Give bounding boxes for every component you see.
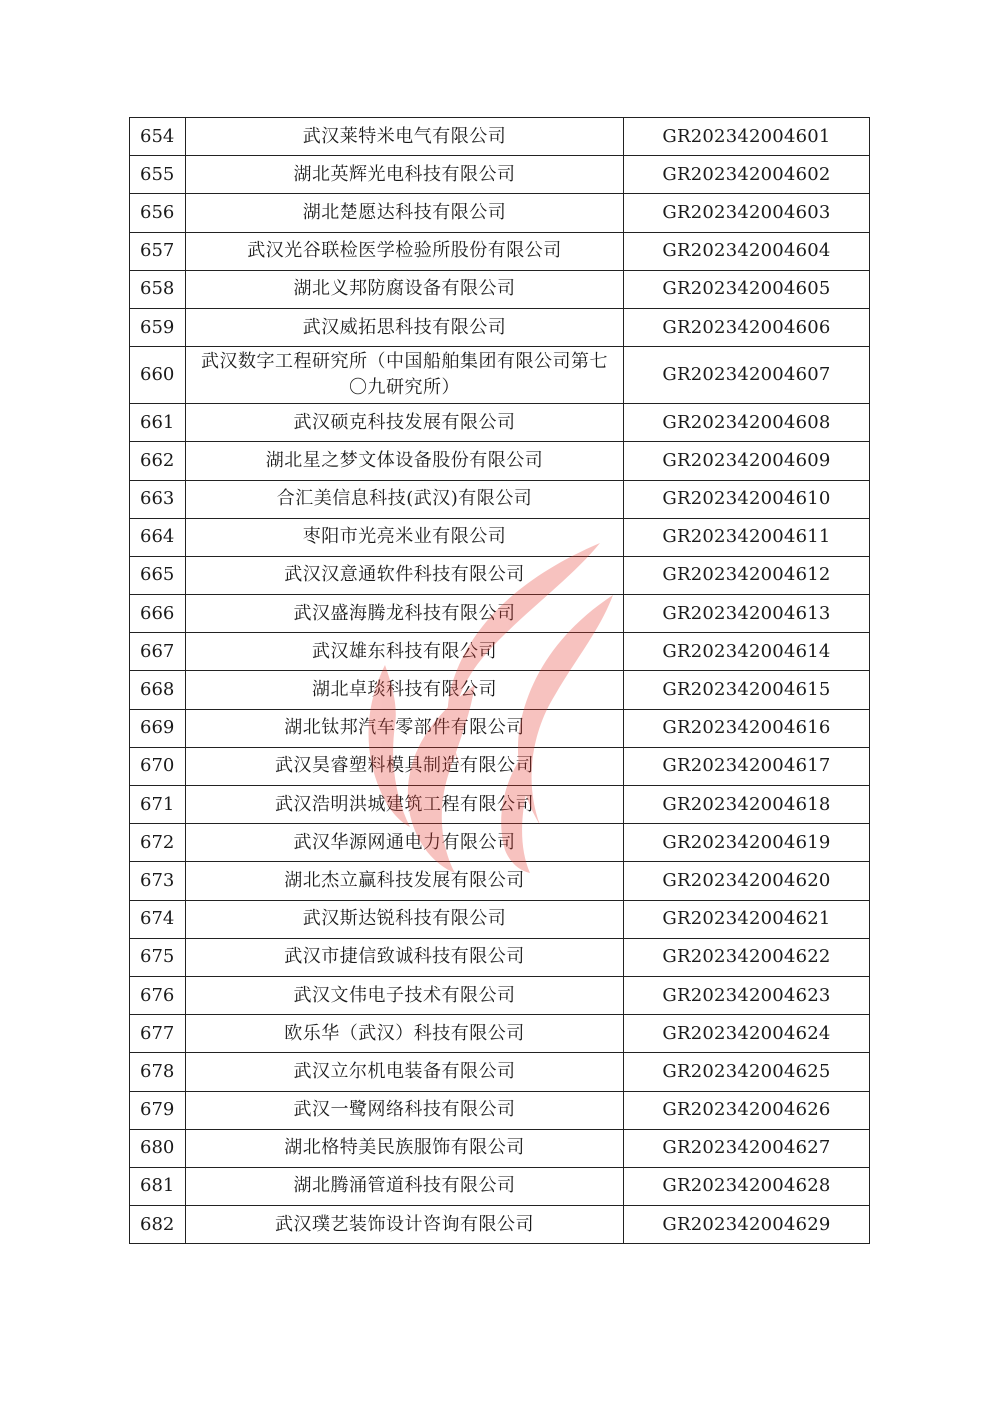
- registry-table-body: [130, 118, 870, 1244]
- certificate-number: GR202342004619: [624, 824, 870, 862]
- certificate-number: GR202342004615: [624, 671, 870, 709]
- certificate-number: GR202342004620: [624, 862, 870, 900]
- row-number: 675: [130, 938, 186, 976]
- row-number: 658: [130, 270, 186, 308]
- certificate-number: GR202342004629: [624, 1206, 870, 1244]
- certificate-number: GR202342004611: [624, 518, 870, 556]
- table-row: [130, 671, 870, 709]
- company-name: 湖北杰立赢科技发展有限公司: [186, 862, 624, 900]
- certificate-number: GR202342004606: [624, 308, 870, 346]
- table-row: [130, 900, 870, 938]
- certificate-number: GR202342004621: [624, 900, 870, 938]
- table-row: [130, 556, 870, 594]
- certificate-number: GR202342004627: [624, 1129, 870, 1167]
- certificate-number: GR202342004601: [624, 118, 870, 156]
- table-row: [130, 1053, 870, 1091]
- certificate-number: GR202342004626: [624, 1091, 870, 1129]
- table-row: [130, 938, 870, 976]
- certificate-number: GR202342004618: [624, 786, 870, 824]
- table-row: [130, 633, 870, 671]
- row-number: 666: [130, 595, 186, 633]
- table-row: [130, 709, 870, 747]
- company-name: 武汉斯达锐科技有限公司: [186, 900, 624, 938]
- row-number: 669: [130, 709, 186, 747]
- table-row: [130, 404, 870, 442]
- company-name: 武汉一鹭网络科技有限公司: [186, 1091, 624, 1129]
- row-number: 674: [130, 900, 186, 938]
- company-name: 武汉硕克科技发展有限公司: [186, 404, 624, 442]
- certificate-number: GR202342004603: [624, 194, 870, 232]
- certificate-number: GR202342004622: [624, 938, 870, 976]
- table-row: [130, 976, 870, 1014]
- company-name: 合汇美信息科技(武汉)有限公司: [186, 480, 624, 518]
- company-name: 欧乐华（武汉）科技有限公司: [186, 1015, 624, 1053]
- row-number: 664: [130, 518, 186, 556]
- row-number: 655: [130, 156, 186, 194]
- table-row: [130, 518, 870, 556]
- table-row: [130, 824, 870, 862]
- company-name: 武汉光谷联检医学检验所股份有限公司: [186, 232, 624, 270]
- company-name: 武汉雄东科技有限公司: [186, 633, 624, 671]
- company-name: 武汉立尔机电装备有限公司: [186, 1053, 624, 1091]
- table-row: [130, 1206, 870, 1244]
- row-number: 654: [130, 118, 186, 156]
- row-number: 676: [130, 976, 186, 1014]
- table-row: [130, 862, 870, 900]
- certificate-number: GR202342004628: [624, 1167, 870, 1205]
- table-row: [130, 747, 870, 785]
- certificate-number: GR202342004605: [624, 270, 870, 308]
- row-number: 671: [130, 786, 186, 824]
- table-row: [130, 1167, 870, 1205]
- company-name: 湖北钛邦汽车零部件有限公司: [186, 709, 624, 747]
- certificate-number: GR202342004609: [624, 442, 870, 480]
- row-number: 673: [130, 862, 186, 900]
- row-number: 679: [130, 1091, 186, 1129]
- table-row: [130, 595, 870, 633]
- row-number: 656: [130, 194, 186, 232]
- row-number: 680: [130, 1129, 186, 1167]
- table-row: [130, 194, 870, 232]
- certificate-number: GR202342004610: [624, 480, 870, 518]
- enterprise-registry-table: [129, 117, 870, 1244]
- row-number: 681: [130, 1167, 186, 1205]
- company-name: 武汉莱特米电气有限公司: [186, 118, 624, 156]
- certificate-number: GR202342004614: [624, 633, 870, 671]
- certificate-number: GR202342004612: [624, 556, 870, 594]
- company-name: 武汉璞艺装饰设计咨询有限公司: [186, 1206, 624, 1244]
- certificate-number: GR202342004625: [624, 1053, 870, 1091]
- certificate-number: GR202342004616: [624, 709, 870, 747]
- table-row: [130, 1015, 870, 1053]
- company-name: 武汉昊睿塑料模具制造有限公司: [186, 747, 624, 785]
- certificate-number: GR202342004602: [624, 156, 870, 194]
- table-row: [130, 308, 870, 346]
- company-name: 湖北卓琰科技有限公司: [186, 671, 624, 709]
- certificate-number: GR202342004608: [624, 404, 870, 442]
- certificate-number: GR202342004624: [624, 1015, 870, 1053]
- company-name: 湖北腾涌管道科技有限公司: [186, 1167, 624, 1205]
- company-name: 武汉汉意通软件科技有限公司: [186, 556, 624, 594]
- row-number: 665: [130, 556, 186, 594]
- table-row: [130, 232, 870, 270]
- row-number: 670: [130, 747, 186, 785]
- row-number: 678: [130, 1053, 186, 1091]
- certificate-number: GR202342004604: [624, 232, 870, 270]
- table-row: [130, 156, 870, 194]
- company-name: 武汉数字工程研究所（中国船舶集团有限公司第七〇九研究所）: [186, 347, 624, 404]
- company-name: 武汉市捷信致诚科技有限公司: [186, 938, 624, 976]
- row-number: 662: [130, 442, 186, 480]
- row-number: 661: [130, 404, 186, 442]
- table-row: [130, 442, 870, 480]
- company-name: 湖北英辉光电科技有限公司: [186, 156, 624, 194]
- row-number: 682: [130, 1206, 186, 1244]
- company-name: 湖北星之梦文体设备股份有限公司: [186, 442, 624, 480]
- company-name: 湖北楚愿达科技有限公司: [186, 194, 624, 232]
- row-number: 659: [130, 308, 186, 346]
- certificate-number: GR202342004617: [624, 747, 870, 785]
- company-name: 武汉华源网通电力有限公司: [186, 824, 624, 862]
- company-name: 枣阳市光亮米业有限公司: [186, 518, 624, 556]
- table-row: [130, 1129, 870, 1167]
- company-name: 武汉文伟电子技术有限公司: [186, 976, 624, 1014]
- row-number: 657: [130, 232, 186, 270]
- table-row: [130, 270, 870, 308]
- row-number: 677: [130, 1015, 186, 1053]
- table-row: [130, 118, 870, 156]
- certificate-number: GR202342004607: [624, 347, 870, 404]
- table-row: [130, 786, 870, 824]
- row-number: 668: [130, 671, 186, 709]
- row-number: 672: [130, 824, 186, 862]
- table-row: [130, 347, 870, 404]
- row-number: 667: [130, 633, 186, 671]
- company-name: 武汉威拓思科技有限公司: [186, 308, 624, 346]
- company-name: 武汉浩明洪城建筑工程有限公司: [186, 786, 624, 824]
- company-name: 湖北义邦防腐设备有限公司: [186, 270, 624, 308]
- table-row: [130, 480, 870, 518]
- certificate-number: GR202342004613: [624, 595, 870, 633]
- row-number: 660: [130, 347, 186, 404]
- table-row: [130, 1091, 870, 1129]
- company-name: 湖北格特美民族服饰有限公司: [186, 1129, 624, 1167]
- row-number: 663: [130, 480, 186, 518]
- certificate-number: GR202342004623: [624, 976, 870, 1014]
- company-name: 武汉盛海腾龙科技有限公司: [186, 595, 624, 633]
